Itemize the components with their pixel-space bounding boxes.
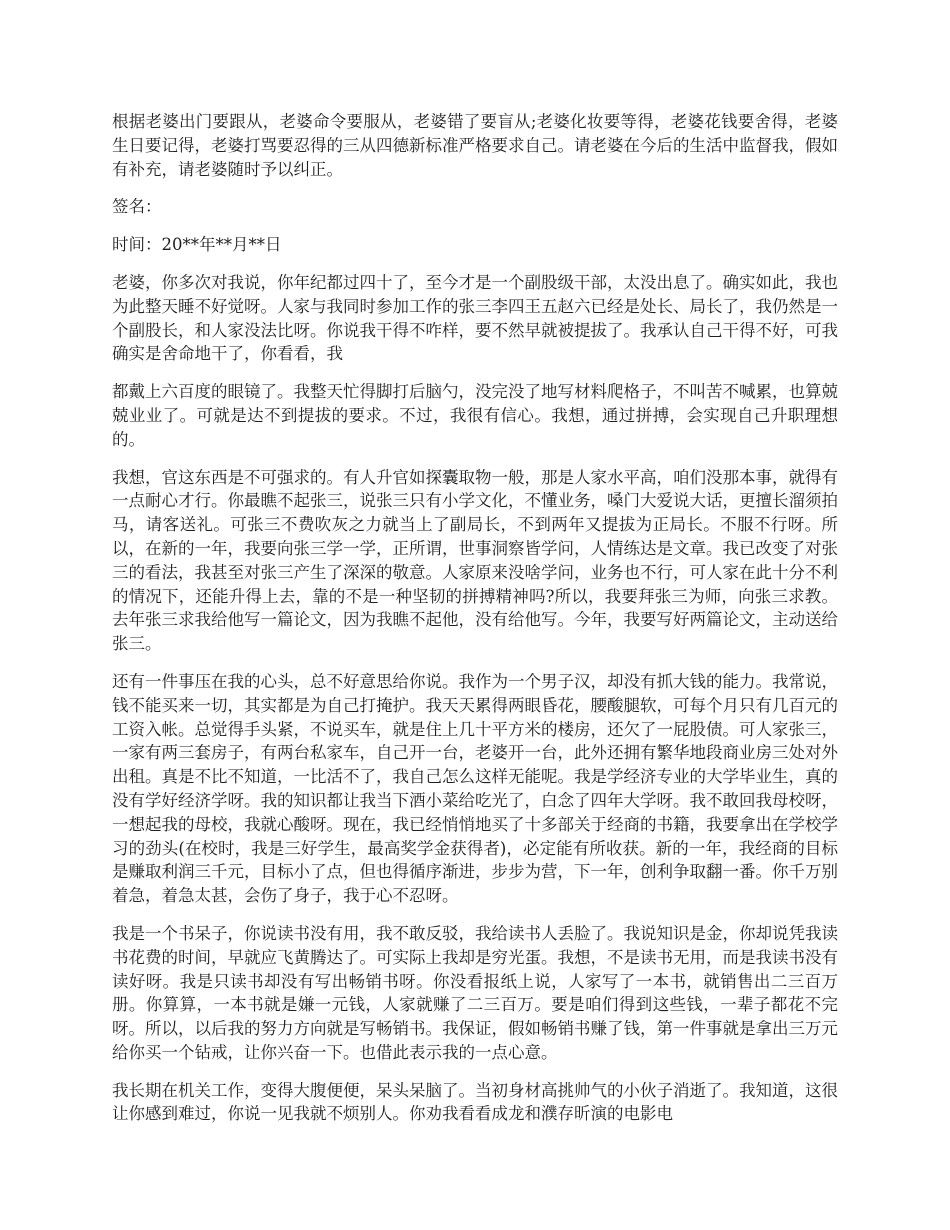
signature-line: 签名： — [112, 197, 162, 217]
paragraph-books: 我是一个书呆子，你说读书没有用，我不敢反驳，我给读书人丢脸了。我说知识是金，你却说凭我读书花费的时间，早就应飞黄腾达了。可实际上我却是穷光蛋。我想，不是读书无用，而是我读书没有读好呀。我是只读书却没有写出畅销书呀。你没看报纸上说，人家写了一本书，就销售出二三百万册。你算算，一本书就是嫌一元钱，人家就赚了二三百万。要是咱们得到这些钱，一辈子都花不完呀。所以，以后我的努力方向就是写畅销书。我保证，假如畅销书赚了钱，第一件事就是拿出三万元给你买一个钻戒，让你兴奋一下。也借此表示我的一点心意。 — [112, 923, 838, 1062]
document-page — [112, 110, 838, 1140]
paragraph-career-cont: 都戴上六百度的眼镜了。我整天忙得脚打后脑勺，没完没了地写材料爬格子，不叫苦不喊累，也算兢兢业业了。可就是达不到提拔的要求。不过，我很有信心。我想，通过拼搏，会实现自己升职理想的。 — [112, 382, 838, 449]
paragraph-money: 还有一件事压在我的心头，总不好意思给你说。我作为一个男子汉，却没有抓大钱的能力。我常说，钱不能买来一切，其实都是为自己打掩护。我天天累得两眼昏花，腰酸腿软，可每个月只有几百元的工资入帐。总觉得手头紧，不说买车，就是住上几十平方米的楼房，还欠了一屁股债。可人家张三，一家有两三套房子，有两台私家车，自己开一台，老婆开一台，此外还拥有繁华地段商业房三处对外出租。真是不比不知道，一比活不了，我自己怎么这样无能呢。我是学经济专业的大学毕业生，真的没有学好经济学呀。我的知识都让我当下酒小菜给吃光了，白念了四年大学呀。我不敢回我母校呀，一想起我的母校，我就心酸呀。现在，我已经悄悄地买了十多部关于经商的书籍，我要拿出在学校学习的劲头(在校时，我是三好学生，最高奖学金获得者)，必定能有所收获。新的一年，我经商的目标是赚取利润三千元，目标小了点，但也得循序渐进，步步为营，下一年，创利争取翻一番。你千万别着急，着急太甚，会伤了身子，我于心不忍呀。 — [112, 671, 838, 906]
paragraph-zhangsan: 我想，官这东西是不可强求的。有人升官如探囊取物一般，那是人家水平高，咱们没那本事，就得有一点耐心才行。你最瞧不起张三，说张三只有小学文化，不懂业务，嗓门大爱说大话，更擅长溜须拍马，请客送礼。可张三不费吹灰之力就当上了副局长，不到两年又提拔为正局长。不服不行呀。所以，在新的一年，我要向张三学一学，正所谓，世事洞察皆学问，人情练达是文章。我已改变了对张三的看法，我甚至对张三产生了深深的敬意。人家原来没啥学问，业务也不行，可人家在此十分不利的情况下，还能升得上去，靠的不是一种坚韧的拼搏精神吗?所以，我要拜张三为师，向张三求教。去年张三求我给他写一篇论文，因为我瞧不起他，没有给他写。今年，我要写好两篇论文，主动送给张三。 — [112, 467, 838, 654]
paragraph-career: 老婆，你多次对我说，你年纪都过四十了，至今才是一个副股级干部，太没出息了。确实如此，我也为此整天睡不好觉呀。人家与我同时参加工作的张三李四王五赵六已经是处长、局长了，我仍然是一个副股长，和人家没法比呀。你说我干得不咋样，要不然早就被提拔了。我承认自己干得不好，可我确实是舍命地干了，你看看，我 — [112, 272, 838, 364]
date-line: 时间：20**年**月**日 — [112, 235, 282, 255]
paragraph-vows: 根据老婆出门要跟从，老婆命令要服从，老婆错了要盲从;老婆化妆要等得，老婆花钱要舍得，老婆生日要记得，老婆打骂要忍得的三从四德新标准严格要求自己。请老婆在今后的生活中监督我，假如有补充，请老婆随时予以纠正。 — [112, 112, 838, 179]
paragraph-fitness: 我长期在机关工作，变得大腹便便，呆头呆脑了。当初身材高挑帅气的小伙子消逝了。我知道，这很让你感到难过，你说一见我就不烦别人。你劝我看看成龙和濮存昕演的电影电 — [112, 1080, 838, 1124]
